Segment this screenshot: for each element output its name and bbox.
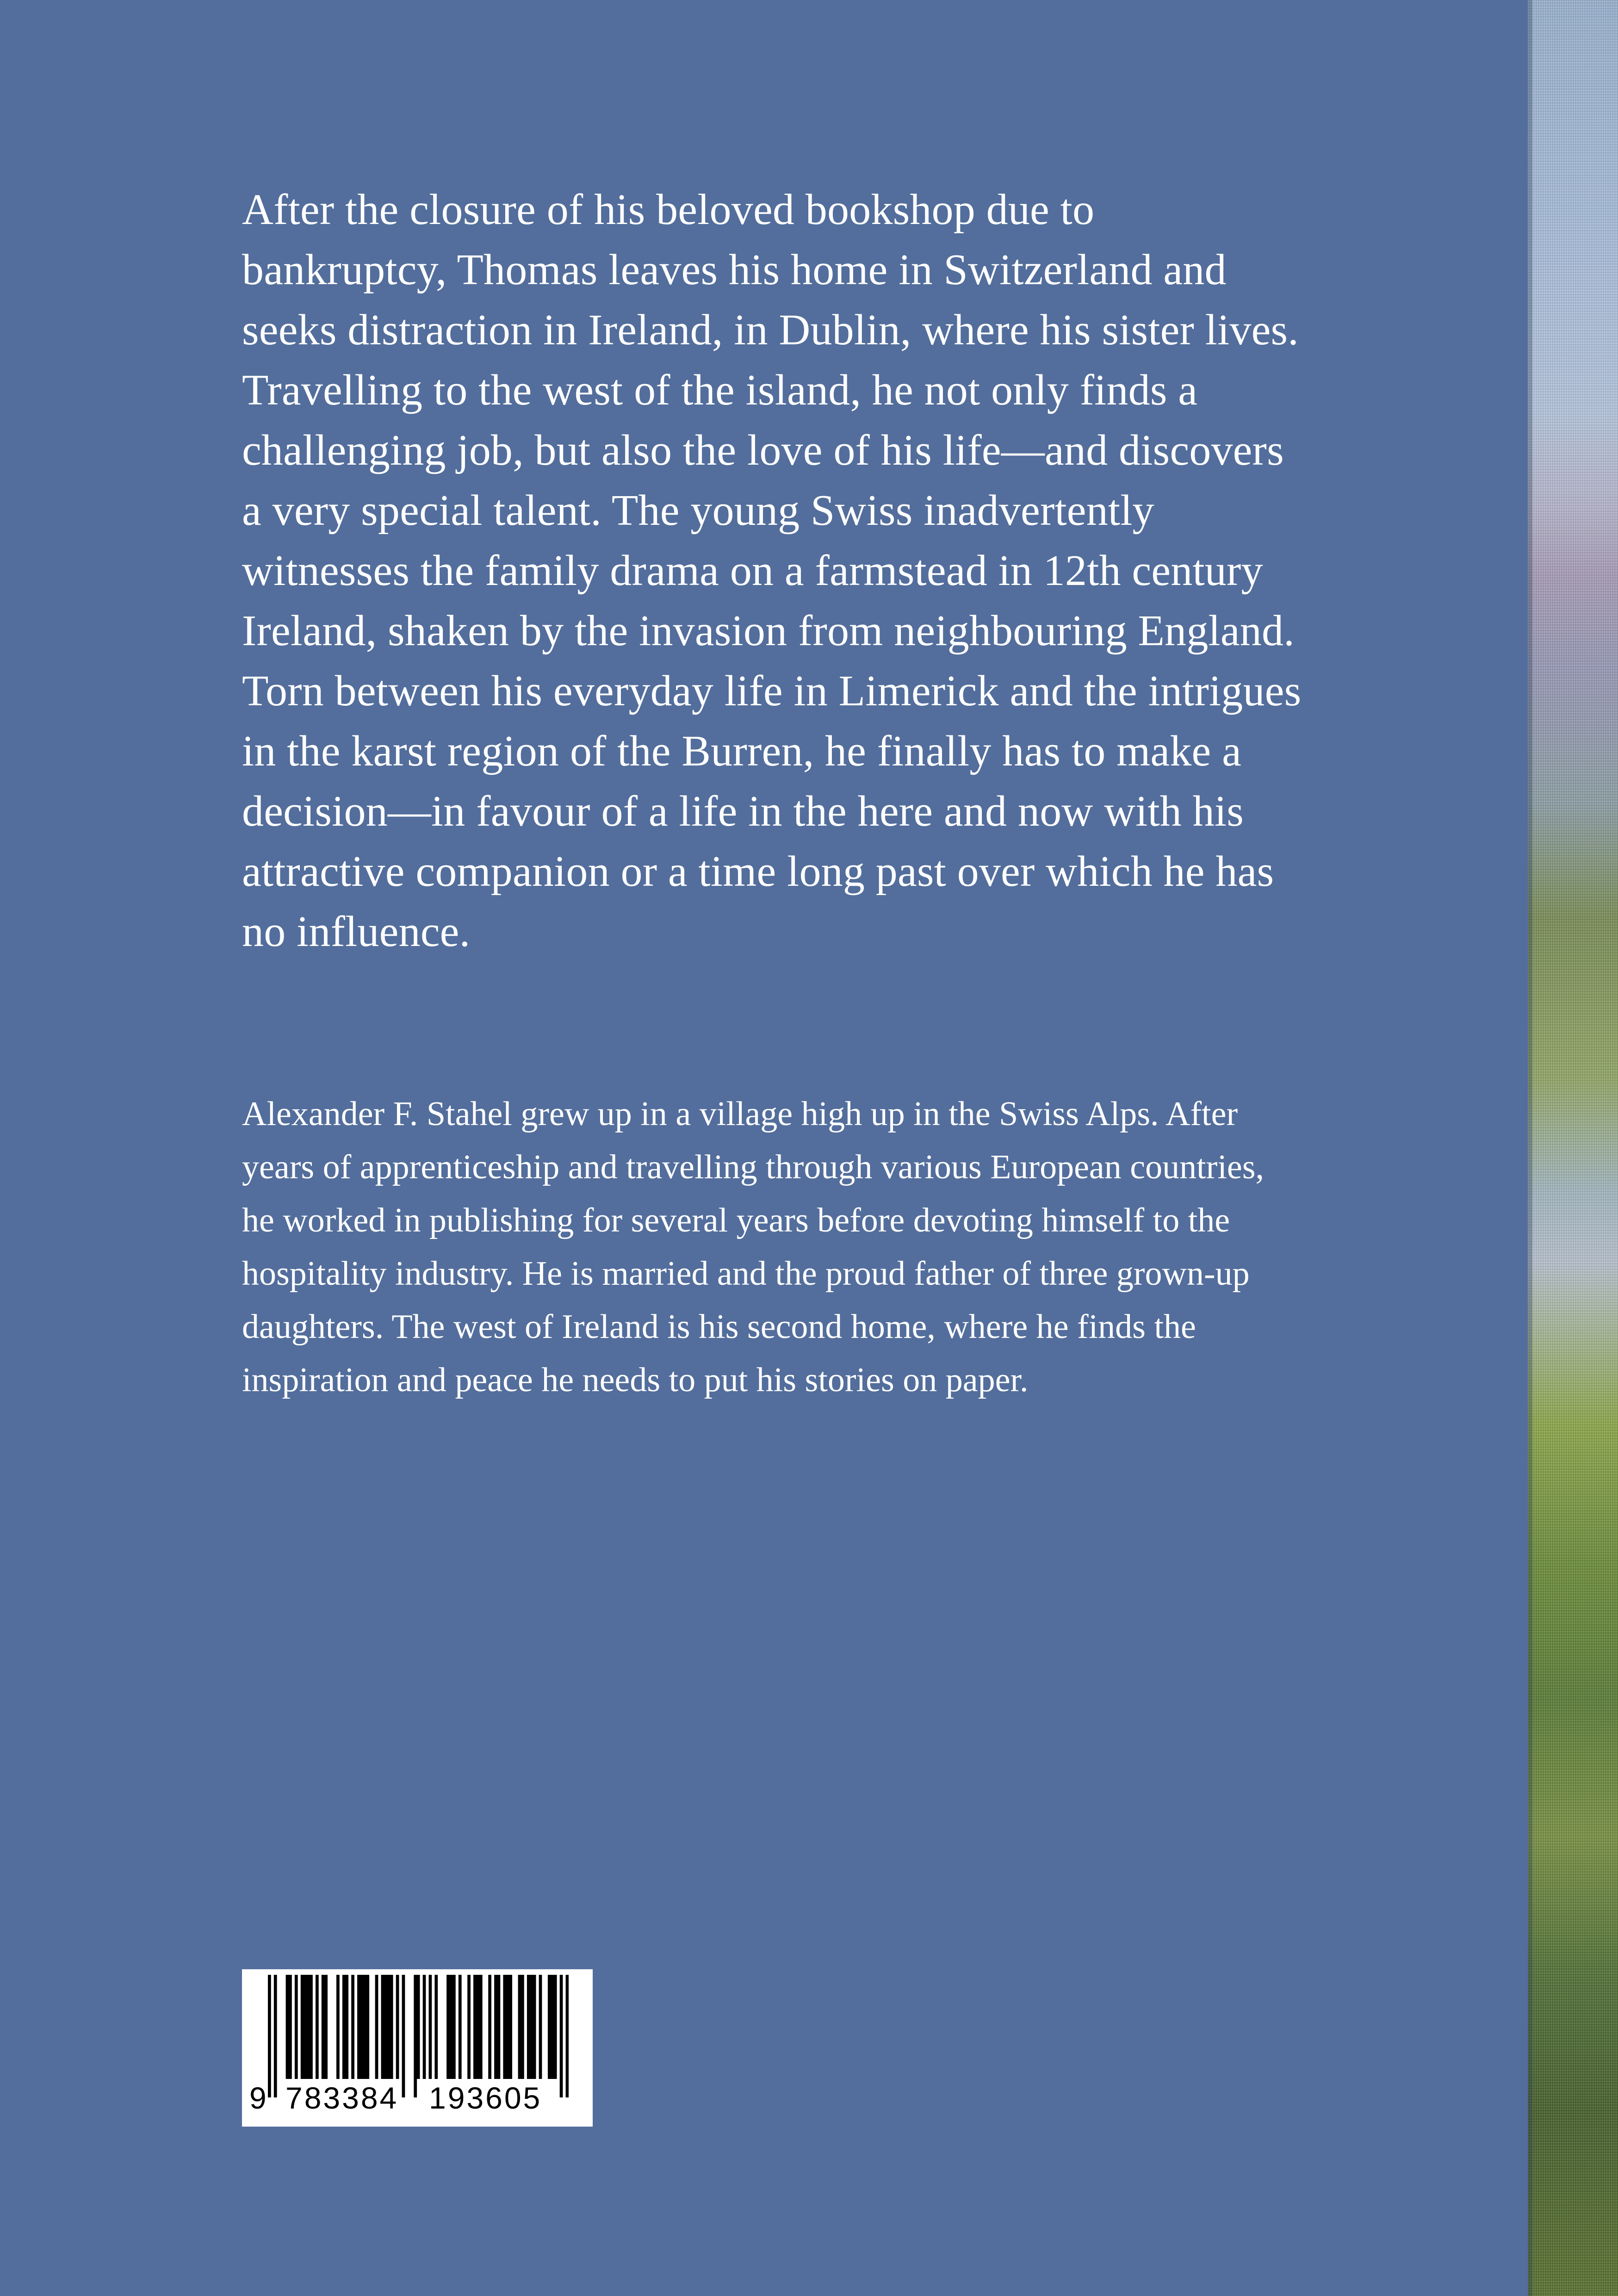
author-bio: Alexander F. Stahel grew up in a village high up in the Swiss Alps. After years of apprenticeship and travelling through various European countries, he worked in publishing for several years before devoting himself to the hospitality industry. He is married and the proud father of three grown-up daughters. The west of Ireland is his second home, where he finds the inspiration and peace he needs to put his stories on paper. [242, 1095, 1265, 1399]
barcode-bar [450, 1975, 453, 2079]
barcode-right-digits: 193605 [426, 2080, 545, 2116]
barcode-bar [503, 1975, 506, 2079]
barcode-bar [554, 1975, 557, 2079]
barcode-bar [479, 1975, 483, 2079]
barcode-bar [384, 1975, 387, 2079]
barcode-bar [477, 1975, 480, 2079]
barcode-bar [307, 1975, 310, 2079]
barcode-bar [289, 1975, 292, 2079]
barcode-bar [381, 1975, 384, 2079]
barcode-bar [286, 1975, 289, 2079]
barcode-bar [434, 1975, 438, 2079]
barcode-bar [423, 1975, 426, 2079]
barcode-bar [301, 1975, 304, 2079]
barcode-bar [310, 1975, 313, 2079]
barcode-bar [494, 1975, 497, 2079]
barcode-bar [521, 1975, 524, 2079]
barcode-bar [530, 1975, 533, 2079]
barcode-bar [417, 1975, 420, 2079]
barcode-bar [345, 1975, 348, 2079]
cover-fold-shadow [1528, 0, 1532, 2296]
barcode-bar [390, 1975, 393, 2079]
barcode-bar [375, 1975, 378, 2079]
barcode-bar [473, 1975, 477, 2079]
barcode-bar [360, 1975, 364, 2079]
barcode-bar [357, 1975, 360, 2079]
barcode-bar [429, 1975, 432, 2079]
barcode-bar [446, 1975, 450, 2079]
barcode-bar [304, 1975, 307, 2079]
barcode-bar [509, 1975, 512, 2079]
barcode-bar [560, 1975, 563, 2097]
barcode-bar [551, 1975, 554, 2079]
barcode-bar [363, 1975, 366, 2079]
barcode-bar [336, 1975, 340, 2079]
barcode-bar [324, 1975, 328, 2079]
barcode-bar [467, 1975, 471, 2079]
barcode-bar [488, 1975, 491, 2079]
canvas-texture [1528, 0, 1618, 2296]
barcode-bar [274, 1975, 277, 2097]
barcode-bar [366, 1975, 369, 2079]
barcode-bar [414, 1975, 417, 2097]
barcode-bar [527, 1975, 530, 2079]
front-cover-edge-artwork [1528, 0, 1618, 2296]
barcode-bar [351, 1975, 354, 2079]
barcode-bar [533, 1975, 536, 2079]
barcode-first-digit: 9 [249, 2081, 267, 2115]
barcode-bar [342, 1975, 346, 2079]
barcode-bar [497, 1975, 501, 2079]
barcode-left-digits: 783384 [283, 2080, 401, 2116]
barcode-bar [453, 1975, 456, 2079]
book-blurb: After the closure of his beloved bookshop due to bankruptcy, Thomas leaves his home in Switzerland and seeks distraction in Ireland, in Dublin, where his sister lives. Travelling to the west of the island, he not only finds a challenging job, but also the love of his life—and discovers a very special talent. The young Swiss inadvertently witnesses the family drama on a farmstead in 12th century Ireland, shaken by the invasion from neighbouring England. Torn between his everyday life in Limerick and the intrigues in the karst region of the Burren, he finally has to make a decision—in favour of a life in the here and now with his attractive companion or a time long past over which he has no influence. [242, 186, 1302, 956]
barcode-bar [396, 1975, 399, 2079]
barcode-bar [518, 1975, 521, 2079]
barcode-bar [548, 1975, 551, 2079]
barcode-bar [506, 1975, 509, 2079]
isbn-barcode [242, 1969, 593, 2127]
barcode-bar [316, 1975, 319, 2079]
barcode-bar [387, 1975, 390, 2079]
barcode-bar [459, 1975, 462, 2079]
barcode-bar [322, 1975, 325, 2079]
barcode-bar [566, 1975, 569, 2097]
barcode-bar [402, 1975, 405, 2097]
barcode-bar [268, 1975, 271, 2097]
barcode-bar [539, 1975, 542, 2079]
barcode-bar [295, 1975, 298, 2079]
